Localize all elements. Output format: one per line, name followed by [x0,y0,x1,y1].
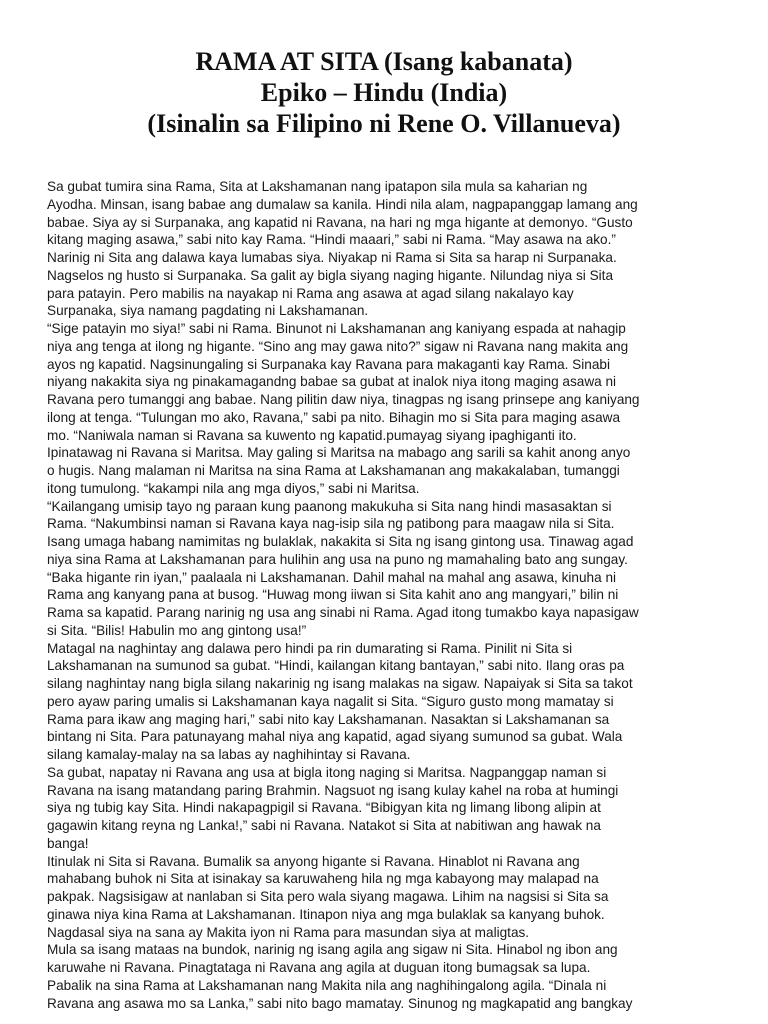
body-line: Ipinatawag ni Ravana si Maritsa. May galing si Maritsa na mabago ang sarili sa kahit anong anyo [47,445,631,461]
body-line: babae. Siya ay si Surpanaka, ang kapatid ni Ravana, na hari ng mga higante at demonyo. “Gusto [47,214,633,230]
body-line: si Sita. “Bilis! Habulin mo ang gintong usa!” [47,622,307,638]
body-line: mo. “Naniwala naman si Ravana sa kuwento ng kapatid.pumayag siyang ipaghiganti ito. [47,427,577,443]
body-line: siya ng tubig kay Sita. Hindi nakapagpigil si Ravana. “Bibigyan kita ng limang libong alipin at [47,800,601,816]
body-line: Rama sa kapatid. Parang narinig ng usa ang sinabi ni Rama. Agad itong tumakbo kaya napasigaw [47,605,639,620]
body-line: Mula sa isang mataas na bundok, narinig ng isang agila ang sigaw ni Sita. Hinabol ng ibon ang [47,942,618,958]
body-line: mahabang buhok ni Sita at isinakay sa karuwaheng hila ng mga kabayong may malapad na [47,871,599,887]
body-line: niya ang tenga at ilong ng higante. “Sino ang may gawa nito?” sigaw ni Ravana nang makita ang [47,338,629,354]
body-line: Rama para ikaw ang maging hari,” sabi nito kay Lakshamanan. Nasaktan si Lakshamanan sa [47,711,610,727]
body-line: itong tumulong. “kakampi nila ang mga diyos,” sabi ni Maritsa. [47,480,420,496]
body-line: “Baka higante rin iyan,” paalaala ni Lakshamanan. Dahil mahal na mahal ang asawa, kinuha ni [47,569,617,585]
body-line: Nagselos ng husto si Surpanaka. Sa galit ay bigla siyang naging higante. Nilundag niya si Sita [47,267,614,283]
body-line: Surpanaka, siya namang pagdating ni Lakshamanan. [47,303,369,319]
body-line: silang kamalay-malay na sa labas ay naghihintay si Ravana. [47,747,411,762]
body-line: Matagal na naghintay ang dalawa pero hindi pa rin dumarating si Rama. Pinilit ni Sita si [47,640,573,656]
body-line: niya sina Rama at Lakshamanan para hulihin ang usa na puno ng mamahaling bato ang sungay. [47,551,628,567]
body-line: para patayin. Pero mabilis na nayakap ni Rama ang asawa at agad silang nakalayo kay [47,285,574,301]
body-line: Pabalik na sina Rama at Lakshamanan nang Makita nila ang naghihingalong agila. “Dinala ni [47,977,607,993]
body-line: ilong at tenga. “Tulungan mo ako, Ravana,” sabi pa nito. Bihagin mo si Sita para maging asawa [47,409,621,425]
body-line: “Kailangang umisip tayo ng paraan kung paanong makukuha si Sita nang hindi masasaktan si [47,498,612,514]
body-line: Lakshamanan na sumunod sa gubat. “Hindi, kailangan kitang bantayan,” sabi nito. Ilang oras pa [47,658,625,674]
body-line: o hugis. Nang malaman ni Maritsa na sina Rama at Lakshamanan ang makakalaban, tumanggi [47,463,620,478]
document-title [0,46,768,139]
body-line: silang naghintay nang bigla silang nakarinig ng isang malakas na sigaw. Napaiyak si Sita sa takot [47,676,633,691]
body-line: niyang nakakita siya ng pinakamagandng babae sa gubat at inalok niya itong maging asawa ni [47,374,617,390]
body-line: Itinulak ni Sita si Ravana. Bumalik sa anyong higante si Ravana. Hinablot ni Ravana ang [47,853,580,869]
body-line: Isang umaga habang namimitas ng bulaklak, nakakita si Sita ng isang gintong usa. Tinawag agad [47,534,634,549]
body-line: ayos ng kapatid. Nagsinungaling si Surpanaka kay Ravana para makaganti kay Rama. Sinabi [47,356,610,372]
body-line: Rama ang kanyang pana at busog. “Huwag mong iiwan si Sita kahit ano ang mangyari,” bilin ni [47,587,619,603]
title-line: RAMA AT SITA (Isang kabanata) [195,47,573,76]
body-line: gagawin kitang reyna ng Lanka!,” sabi ni Ravana. Natakot si Sita at nabitiwan ang hawak na [47,818,601,833]
body-line: pero ayaw paring umalis si Lakshamanan kaya nagalit si Sita. “Siguro gusto mong mamatay si [47,693,614,709]
body-line: pakpak. Nagsisigaw at nanlaban si Sita pero wala siyang magawa. Lihim na nagsisi si Sita sa [47,889,609,904]
body-text [47,178,737,1012]
translator-line: (Isinalin sa Filipino ni Rene O. Villanueva) [147,109,621,138]
body-line: Ravana ang asawa mo sa Lanka,” sabi nito bago mamatay. Sinunog ng magkapatid ang bangkay [47,995,633,1011]
body-line: karuwahe ni Ravana. Pinagtataga ni Ravana ang agila at duguan itong bumagsak sa lupa. [47,960,591,975]
body-line: Ravana na isang matandang paring Brahmin. Nagsuot ng isang kulay kahel na roba at humingi [47,782,619,798]
body-line: Nagdasal siya na sana ay Makita iyon ni Rama para masundan siya at maligtas. [47,924,530,940]
body-line: bintang ni Sita. Para patunayang mahal niya ang kapatid, agad siyang sumunod sa gubat. Wala [47,729,623,745]
body-line: kitang maging asawa,” sabi nito kay Rama. “Hindi maaari,” sabi ni Rama. “May asawa na ako.” [47,232,616,248]
body-line: Rama. “Nakumbinsi naman si Ravana kaya nag-isip sila ng patibong para maagaw nila si Sita. [47,516,615,532]
body-line: Sa gubat tumira sina Rama, Sita at Lakshamanan nang ipatapon sila mula sa kaharian ng [47,179,588,194]
subtitle-line: Epiko – Hindu (India) [260,78,508,107]
body-line: ginawa niya kina Rama at Lakshamanan. Itinapon niya ang mga bulaklak sa kanyang buhok. [47,906,605,922]
body-line: Narinig ni Sita ang dalawa kaya lumabas siya. Niyakap ni Rama si Sita sa harap ni Surpanaka. [47,250,617,265]
body-line: “Sige patayin mo siya!” sabi ni Rama. Binunot ni Lakshamanan ang kaniyang espada at nahagip [47,321,626,336]
body-line: Ravana pero tumanggi ang babae. Nang pilitin daw niya, tinagpas ng isang prinsepe ang kaniyang [47,392,640,407]
body-line: Sa gubat, napatay ni Ravana ang usa at bigla itong naging si Maritsa. Nagpanggap naman si [47,764,607,780]
body-line: banga! [47,835,89,851]
body-line: Ayodha. Minsan, isang babae ang dumalaw sa kanila. Hindi nila alam, nagpapanggap lamang ang [47,196,638,212]
